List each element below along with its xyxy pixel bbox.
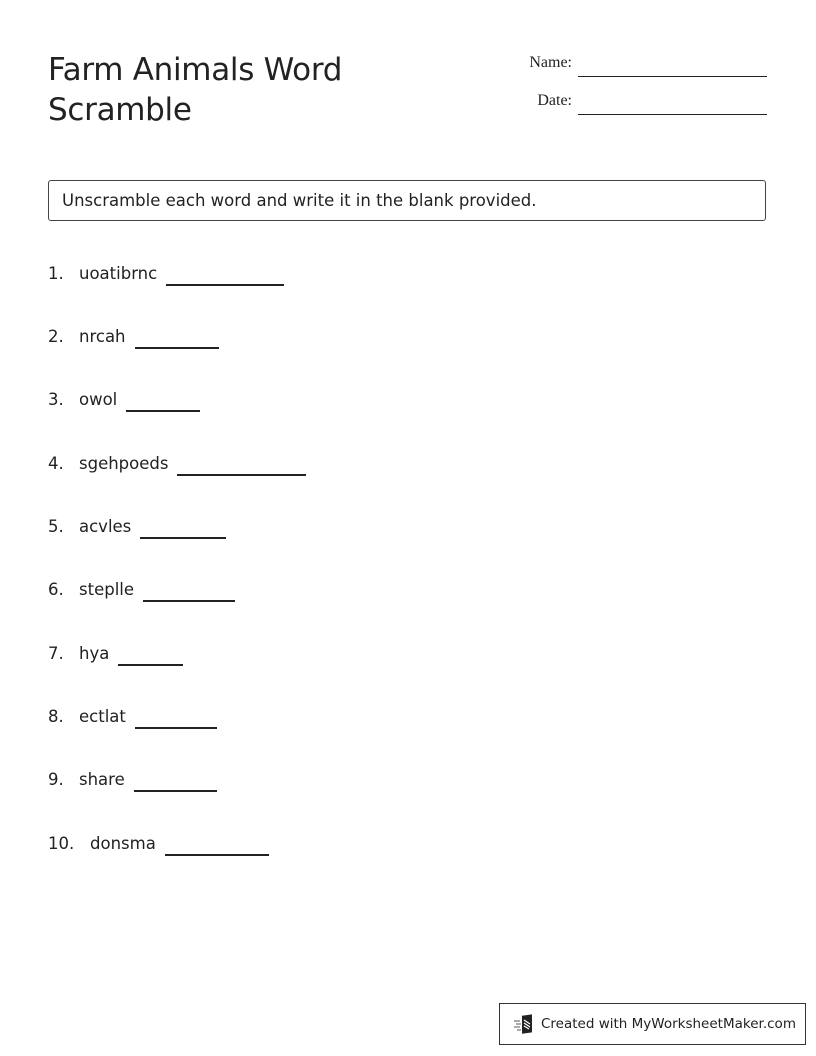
item-number: 9.	[48, 770, 64, 789]
item-number: 7.	[48, 644, 64, 663]
scrambled-word: donsma	[90, 834, 156, 853]
date-label: Date:	[537, 92, 572, 109]
item-number: 1.	[48, 264, 64, 283]
answer-blank[interactable]	[140, 515, 226, 539]
name-field[interactable]	[500, 52, 770, 90]
name-label: Name:	[529, 54, 572, 71]
list-item	[48, 832, 269, 862]
item-number: 6.	[48, 580, 64, 599]
item-number: 10.	[48, 834, 75, 853]
name-date-fields	[500, 52, 770, 128]
scrambled-word: owol	[79, 390, 118, 409]
date-line[interactable]	[578, 114, 767, 115]
list-item	[48, 768, 217, 798]
item-number: 5.	[48, 517, 64, 536]
answer-blank[interactable]	[135, 325, 219, 349]
answer-blank[interactable]	[177, 452, 306, 476]
name-line[interactable]	[578, 76, 767, 77]
date-field[interactable]	[500, 90, 770, 128]
answer-blank[interactable]	[134, 768, 217, 792]
scrambled-word: acvles	[79, 517, 132, 536]
list-item	[48, 452, 306, 482]
answer-blank[interactable]	[165, 832, 269, 856]
item-number: 4.	[48, 454, 64, 473]
item-number: 8.	[48, 707, 64, 726]
answer-blank[interactable]	[166, 262, 284, 286]
scrambled-word: uoatibrnc	[79, 264, 158, 283]
list-item	[48, 262, 284, 292]
scrambled-word: steplle	[79, 580, 135, 599]
list-item	[48, 325, 219, 355]
scrambled-word: ectlat	[79, 707, 126, 726]
list-item	[48, 578, 235, 608]
answer-blank[interactable]	[143, 578, 235, 602]
footer-credit[interactable]	[499, 1003, 806, 1045]
list-item	[48, 388, 200, 418]
answer-blank[interactable]	[135, 705, 217, 729]
scrambled-word: sgehpoeds	[79, 454, 169, 473]
list-item	[48, 705, 217, 735]
scrambled-word: nrcah	[79, 327, 126, 346]
list-item	[48, 642, 183, 672]
footer-text: Created with MyWorksheetMaker.com	[541, 1016, 796, 1032]
item-number: 2.	[48, 327, 64, 346]
scrambled-word: share	[79, 770, 125, 789]
list-item	[48, 515, 226, 545]
item-number: 3.	[48, 390, 64, 409]
answer-blank[interactable]	[118, 642, 183, 666]
scrambled-word: hya	[79, 644, 110, 663]
instructions-box: Unscramble each word and write it in the blank provided.	[48, 180, 766, 221]
worksheet-maker-logo-icon	[513, 1013, 535, 1035]
page-title: Farm Animals Word Scramble	[48, 52, 343, 128]
answer-blank[interactable]	[126, 388, 200, 412]
